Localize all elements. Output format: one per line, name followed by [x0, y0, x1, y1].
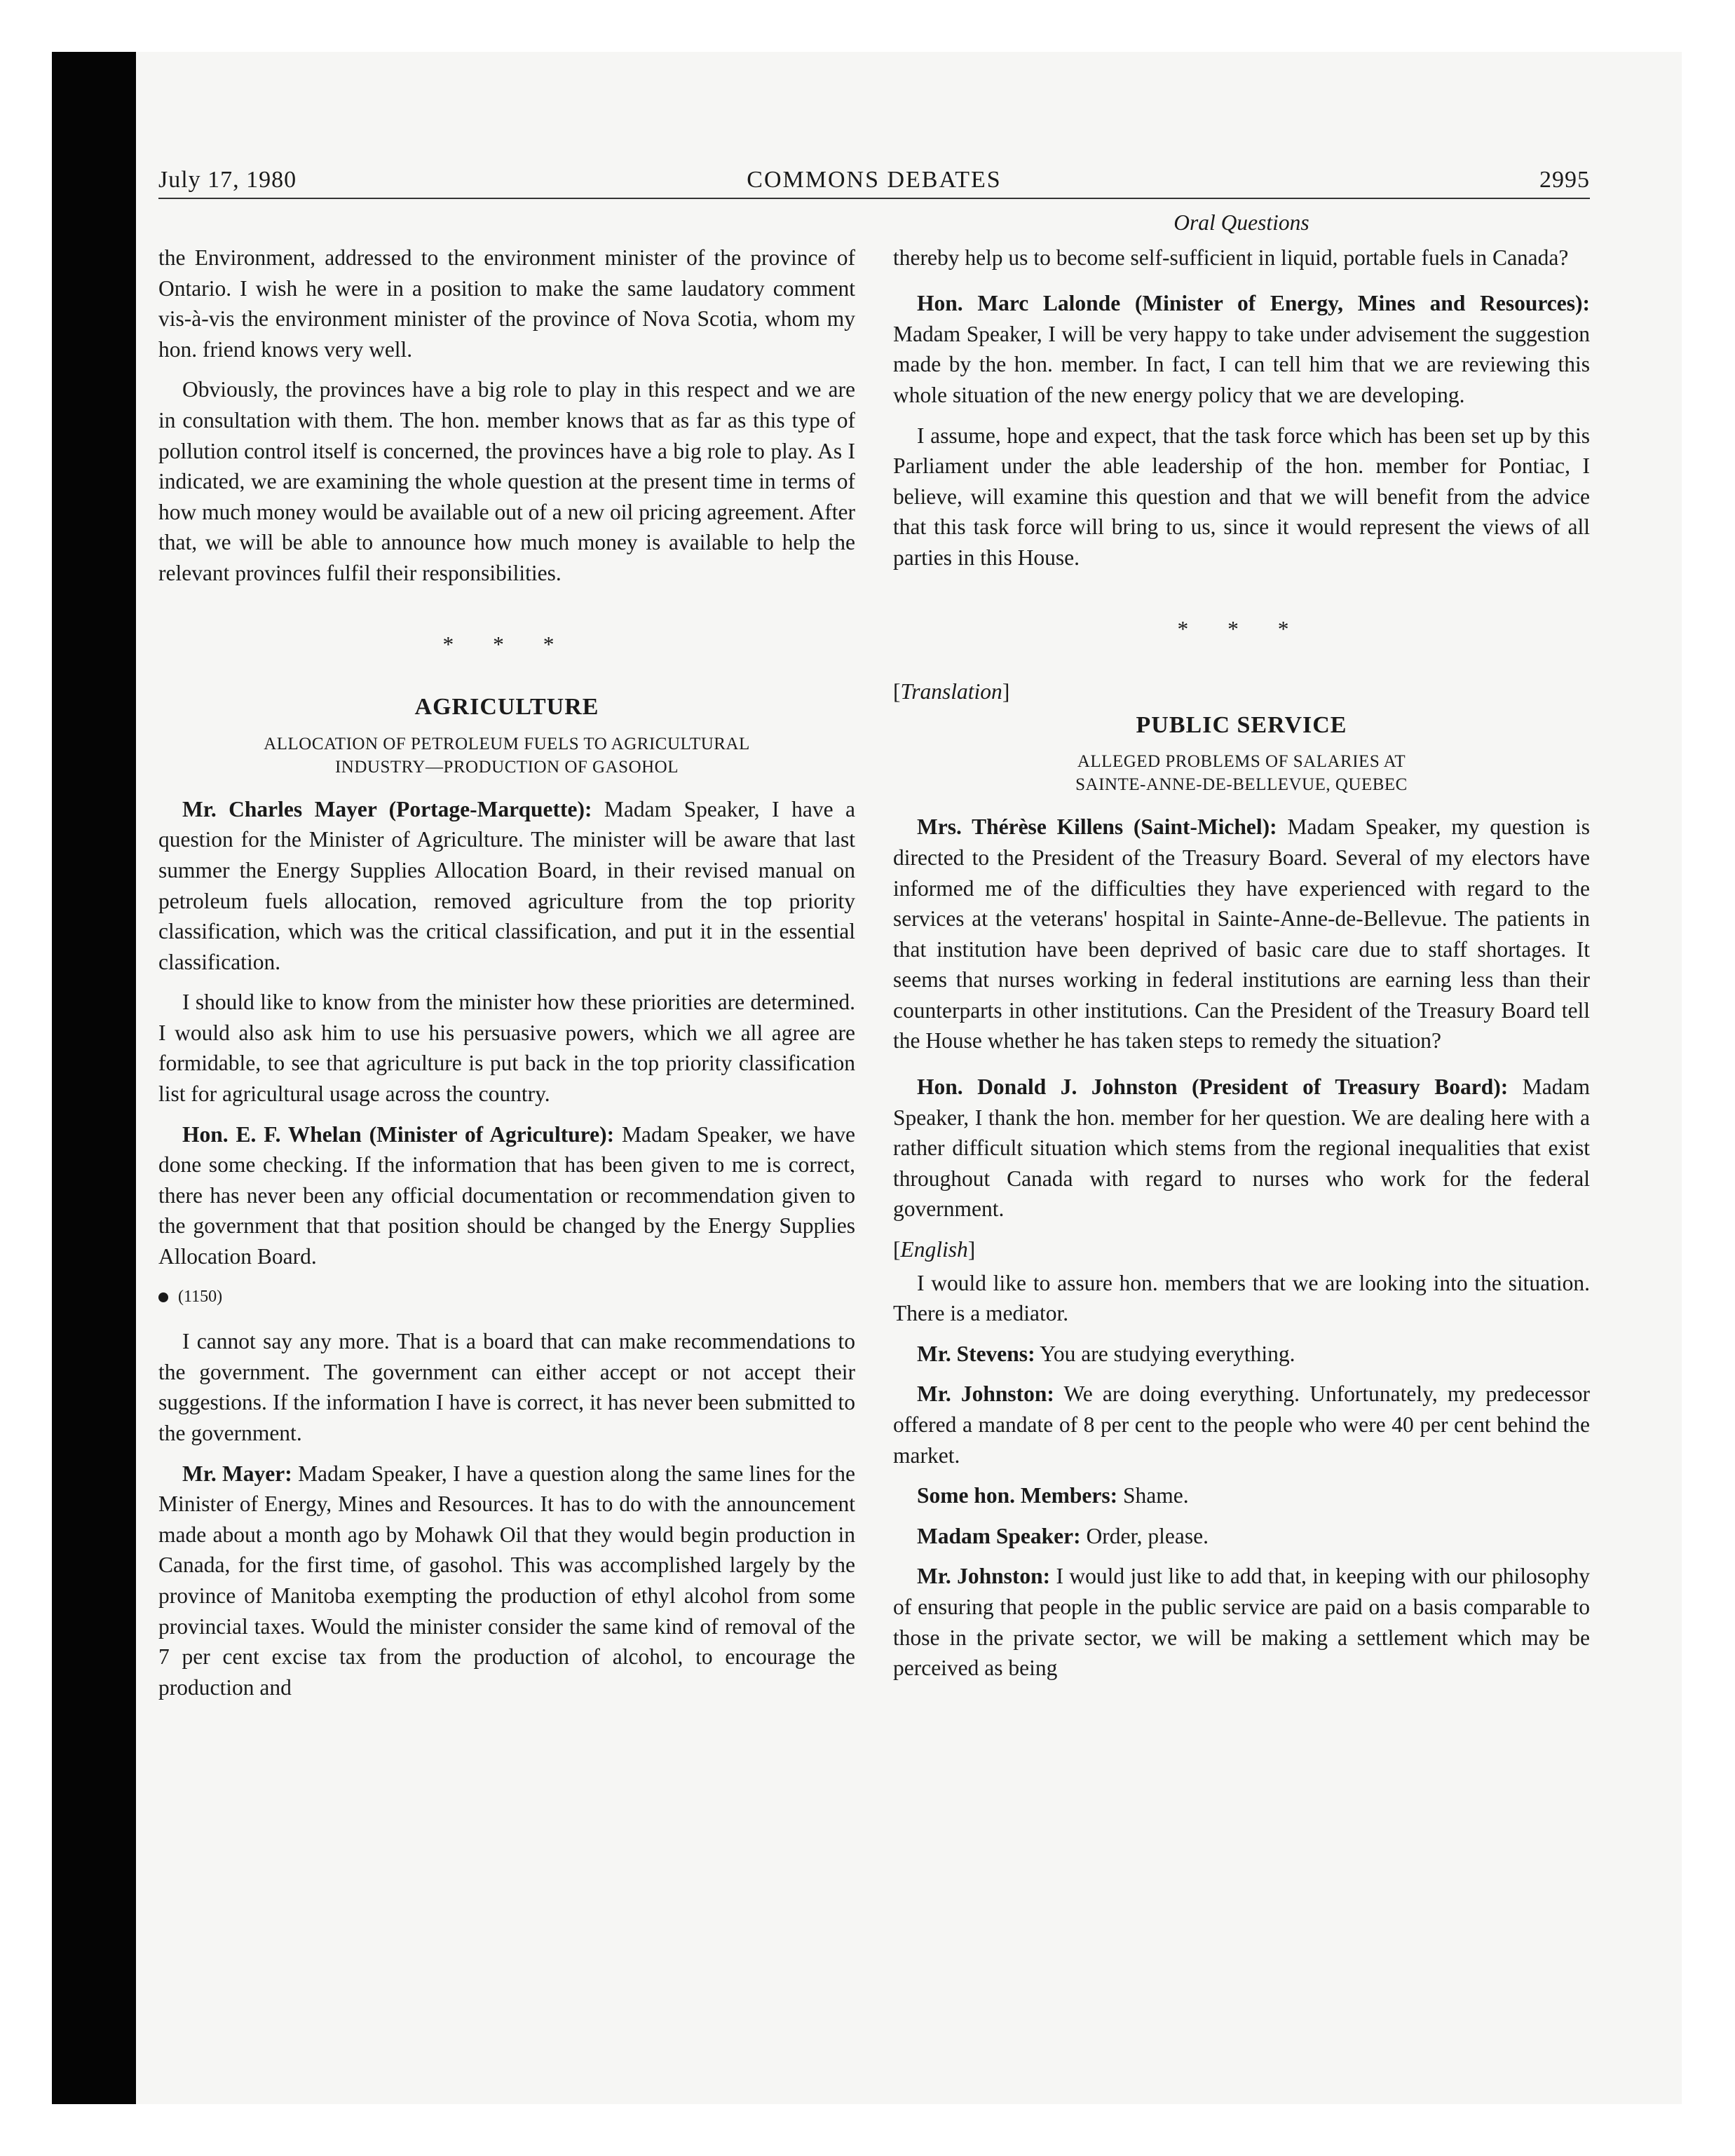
paragraph: the Environment, addressed to the environment minister of the province of Ontario. I wish he were in a position to make the same laudatory comment vis-à-vis the environment minister of the province of Nova Scotia, whom my hon. friend knows very well.	[158, 245, 855, 362]
speech-paragraph	[893, 1072, 1590, 1224]
speech-text: Madam Speaker, I have a question along the same lines for the Minister of Energy, Mines and Resources. It has to do with the announcement made about a month ago by Mohawk Oil that they would begin production in Canada, for the first time, of gasohol. This was accomplished largely by the province of Manitoba exempting the production of ethyl alcohol from some provincial taxes. Would the minister consider the same kind of removal of the 7 per cent excise tax from the production of alcohol, to encourage the production and	[158, 1461, 855, 1700]
speech-text: Shame.	[1117, 1483, 1189, 1508]
section-separator: * * *	[442, 632, 571, 657]
speech-text: Madam Speaker, I thank the hon. member for her question. We are dealing here with a rather difficult situation which stems from the regional inequalities that exist throughout Canada with regard to nurses who work for the federal government.	[893, 1074, 1590, 1222]
speech-text: Madam Speaker, I will be very happy to take under advisement the suggestion made by the hon. member. In fact, I can tell him that we are reviewing this whole situation of the new energy policy that we are developing.	[893, 321, 1590, 407]
speech-paragraph	[893, 1379, 1590, 1471]
speaker-name: Mr. Stevens:	[917, 1341, 1035, 1366]
paragraph: thereby help us to become self-sufficient in liquid, portable fuels in Canada?	[893, 245, 1569, 270]
speech-paragraph	[893, 1480, 1590, 1511]
speech-text: Madam Speaker, my question is directed to the President of the Treasury Board. Several of my electors have informed me of the difficulties they have experienced with regard to the services at the veterans' hospital in Sainte-Anne-de-Bellevue. The patients in that institution have been deprived of basic care due to staff shortages. It seems that nurses working in federal institutions are earning less than their counterparts in other institutions. Can the President of the Treasury Board tell the House whether he has taken steps to remedy the situation?	[893, 814, 1590, 1053]
time-marker	[158, 1282, 855, 1313]
speech-paragraph	[893, 288, 1590, 410]
subheading-line: ALLEGED PROBLEMS OF SALARIES AT	[1077, 752, 1406, 772]
speaker-name: Hon. Marc Lalonde (Minister of Energy, Mines and Resources):	[917, 291, 1590, 316]
header-page-number: 2995	[1539, 167, 1590, 193]
speech-text: Order, please.	[1080, 1523, 1209, 1548]
section-separator: * * *	[1177, 616, 1306, 641]
speech-paragraph	[893, 1339, 1590, 1370]
speech-text: You are studying everything.	[1035, 1341, 1295, 1366]
speech-paragraph	[893, 1521, 1590, 1552]
speech-text: Madam Speaker, I have a question for the Minister of Agriculture. The minister will be aware that last summer the Energy Supplies Allocation Board, in their revised manual on petroleum fuels allocation, removed agriculture from the top priority classification, which was the critical classification, and put it in the essential classification.	[158, 796, 855, 974]
left-column	[158, 207, 855, 1712]
header-date: July 17, 1980	[158, 167, 297, 193]
paragraph: Obviously, the provinces have a big role to play in this respect and we are in consultation with them. The hon. member knows that as far as this type of pollution control itself is concerned, the provinces have a big role to play. As I indicated, we are examining the whole question at the present time in terms of how much money would be available out of a new oil pricing agreement. After that, we will be able to announce how much money is available to help the relevant provinces fulfil their responsibilities.	[158, 377, 855, 585]
paragraph: I cannot say any more. That is a board that can make recommendations to the government. The government can either accept or not accept their suggestions. If the information I have is correct, it has never been submitted to the government.	[158, 1329, 855, 1445]
speech-text: We are doing everything. Unfortunately, my predecessor offered a mandate of 8 per cent to the people who were 40 per cent behind the market.	[893, 1381, 1590, 1468]
time-marker-text: (1150)	[178, 1287, 223, 1306]
section-subheading	[893, 750, 1590, 796]
speech-paragraph	[158, 1459, 855, 1703]
speaker-name: Mr. Johnston:	[917, 1564, 1051, 1589]
speaker-name: Mr. Mayer:	[182, 1461, 292, 1486]
paragraph: I should like to know from the minister how these priorities are determined. I would also ask him to use his persuasive powers, which we all agree are formidable, to see that agriculture is put back in the top priority classification list for agricultural usage across the country.	[158, 990, 855, 1107]
paragraph: I would like to assure hon. members that we are looking into the situation. There is a mediator.	[893, 1270, 1590, 1326]
binding-edge	[52, 52, 136, 2104]
speech-paragraph	[893, 1561, 1590, 1683]
section-heading: PUBLIC SERVICE	[1136, 711, 1347, 738]
running-head	[158, 164, 1590, 199]
speech-text: I would just like to add that, in keeping with our philosophy of ensuring that people in the public service are paid on a basis comparable to those in the private sector, we will be making a settlement which may be perceived as being	[893, 1564, 1590, 1681]
subheading-line: ALLOCATION OF PETROLEUM FUELS TO AGRICULTURAL	[264, 734, 750, 753]
english-label: [ English ]	[893, 1234, 1590, 1265]
section-label: Oral Questions	[1173, 210, 1309, 235]
translation-label: [ Translation ]	[893, 676, 1590, 707]
paragraph: I assume, hope and expect, that the task force which has been set up by this Parliament under the able leadership of the hon. member for Pontiac, I believe, will examine this question and that we will benefit from the advice that this task force will bring to us, since it would represent the views of all parties in this House.	[893, 423, 1590, 570]
speaker-name: Mrs. Thérèse Killens (Saint-Michel):	[917, 814, 1277, 840]
speaker-name: Madam Speaker:	[917, 1523, 1081, 1548]
bullet-icon	[158, 1292, 168, 1302]
header-title: COMMONS DEBATES	[747, 167, 1002, 193]
section-heading: AGRICULTURE	[414, 694, 599, 721]
section-subheading	[158, 732, 855, 779]
subheading-line: SAINTE-ANNE-DE-BELLEVUE, QUEBEC	[1075, 775, 1408, 795]
speech-paragraph	[893, 812, 1590, 1056]
speaker-name: Mr. Johnston:	[917, 1381, 1054, 1407]
speech-paragraph	[158, 1119, 855, 1272]
speech-text: Madam Speaker, we have done some checking. If the information that has been given to me is correct, there has never been any official documentation or recommendation given to the government that that position should be changed by the Energy Supplies Allocation Board.	[158, 1121, 855, 1269]
speaker-name: Some hon. Members:	[917, 1483, 1118, 1508]
speaker-name: Hon. E. F. Whelan (Minister of Agriculture):	[182, 1121, 615, 1147]
speaker-name: Mr. Charles Mayer (Portage-Marquette):	[182, 796, 592, 821]
speaker-name: Hon. Donald J. Johnston (President of Treasury Board):	[917, 1074, 1509, 1100]
speech-paragraph	[158, 794, 855, 978]
right-column	[893, 207, 1590, 1693]
subheading-line: INDUSTRY—PRODUCTION OF GASOHOL	[334, 757, 679, 777]
